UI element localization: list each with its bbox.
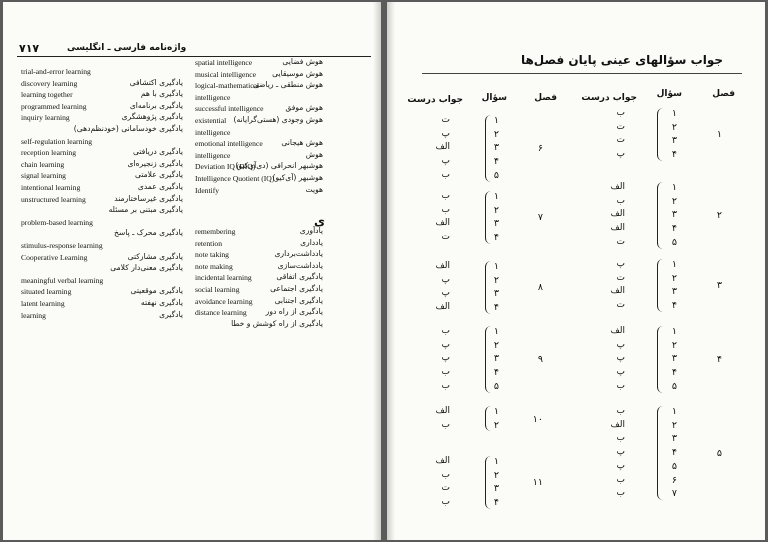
- question-number: ۳: [493, 142, 499, 154]
- question-number: ۲: [493, 339, 499, 351]
- glossary-term-en: Deviation IQ (DIQ): [195, 162, 256, 172]
- answer-letter: پ: [441, 156, 450, 167]
- glossary-term-fa: یادگیری پژوهشگری: [121, 112, 183, 122]
- question-number: ۳: [493, 218, 499, 230]
- question-number: ۱: [493, 406, 499, 417]
- question-number: ۱: [671, 406, 677, 417]
- answer-letter: پ: [616, 339, 625, 350]
- answer-letter: ب: [441, 204, 450, 215]
- question-number: ۴: [493, 302, 499, 314]
- answer-letter: الف: [610, 326, 625, 336]
- chapter-number: ۵: [716, 447, 722, 459]
- glossary-term-fa: یادگیری با هم: [140, 89, 183, 99]
- glossary-term-fa: یادداشت‌سازی: [277, 260, 323, 270]
- group-bracket: [657, 326, 663, 393]
- glossary-term-en: intentional learning: [21, 183, 81, 192]
- glossary-term-fa: یادگیری اجتماعی: [270, 284, 323, 293]
- glossary-term-fa: یادگیری معنی‌دار کلامی: [110, 263, 183, 273]
- group-bracket: [657, 406, 663, 500]
- question-number: ۴: [493, 156, 499, 168]
- chapter-number: ۱۱: [532, 477, 543, 489]
- chapter-number: ۴: [716, 354, 722, 366]
- header-chapter: فصل: [712, 89, 735, 99]
- answer-letter: الف: [610, 419, 625, 430]
- question-number: ۲: [493, 274, 499, 286]
- gutter-shadow: [387, 2, 395, 540]
- question-number: ۱: [493, 191, 499, 202]
- question-number: ۱: [493, 261, 499, 272]
- question-number: ۳: [671, 286, 677, 298]
- question-number: ۲: [671, 272, 677, 284]
- answer-letter: پ: [441, 339, 450, 350]
- glossary-term-fa: یادگیری از راه کوشش و خطا: [231, 318, 323, 328]
- glossary-term-fa: یادگیری اکتشافی: [129, 77, 183, 87]
- glossary-term-en: logical-mathematical: [195, 81, 260, 91]
- header-answer: جواب درست: [407, 95, 463, 105]
- glossary-term-fa: هوش موفق: [285, 103, 323, 113]
- glossary-term-fa: یادگیری زنجیره‌ای: [127, 158, 183, 168]
- question-number: ۲: [671, 339, 677, 351]
- question-number: ۴: [671, 149, 677, 161]
- chapter-number: ۱۰: [532, 413, 543, 425]
- group-bracket: [485, 191, 491, 244]
- question-number: ۵: [671, 380, 677, 392]
- glossary-term-fa: یادگیری نهفته: [140, 298, 183, 307]
- glossary-term-fa: یادگیری محرک ـ پاسخ: [114, 228, 183, 238]
- glossary-term-en: retention: [195, 238, 222, 248]
- question-number: ۴: [671, 447, 677, 459]
- chapter-number: ۹: [537, 354, 543, 366]
- answer-letter: ت: [616, 272, 625, 283]
- answer-letter: ب: [616, 474, 625, 485]
- glossary-term-en: signal learning: [21, 171, 66, 181]
- header-answer: جواب درست: [581, 93, 637, 103]
- glossary-term-fa: یادداشت‌برداری: [274, 249, 323, 259]
- glossary-term-fa: یادگیری دریافتی: [133, 147, 183, 157]
- answer-letter: ت: [441, 483, 450, 494]
- answer-letter: ب: [616, 108, 625, 118]
- answer-letter: ب: [616, 406, 625, 416]
- answer-letter: ت: [616, 121, 625, 132]
- glossary-term-en: learning: [21, 310, 46, 320]
- answer-letter: ب: [441, 169, 450, 180]
- answer-letter: پ: [441, 288, 450, 299]
- question-number: ۶: [671, 474, 677, 486]
- glossary-term-fa: یادگیری عمدی: [137, 182, 183, 191]
- glossary-term-en: Identify: [195, 185, 220, 195]
- glossary-term-fa: هوشبهر (آی‌کیو): [272, 173, 323, 182]
- question-number: ۲: [671, 121, 677, 133]
- question-number: ۳: [671, 353, 677, 365]
- answer-letter: پ: [441, 353, 450, 364]
- answer-letter: ب: [616, 488, 625, 499]
- answer-letter: پ: [616, 149, 625, 160]
- answer-letter: الف: [610, 286, 625, 297]
- glossary-term-fa: یادگیری خودسامانی (خودنظم‌دهی): [73, 124, 183, 133]
- glossary-term-en: stimulus-response learning: [21, 241, 103, 250]
- answer-letter: پ: [616, 259, 625, 269]
- question-number: ۱: [493, 326, 499, 337]
- answers-title: جواب سؤالهای عینی پایان فصل‌ها: [520, 53, 723, 67]
- question-number: ۲: [671, 195, 677, 207]
- answer-letter: ب: [616, 433, 625, 444]
- group-bracket: [485, 326, 491, 393]
- question-number: ۲: [671, 419, 677, 431]
- glossary-term-fa: هوش فضایی: [282, 57, 323, 66]
- glossary-term-en: note making: [195, 261, 233, 271]
- glossary-term-fa: هویت: [305, 184, 323, 194]
- question-number: ۱: [671, 259, 677, 270]
- glossary-term-fa: یادگیری اتفاقی: [276, 272, 323, 282]
- title-rule: [422, 73, 742, 74]
- group-bracket: [485, 456, 491, 509]
- answer-letter: الف: [610, 182, 625, 192]
- answer-letter: الف: [610, 209, 625, 220]
- header-question: سؤال: [656, 89, 682, 99]
- glossary-term-fa: هوش وجودی (هستی‌گرایانه): [233, 115, 323, 124]
- answer-letter: پ: [616, 447, 625, 458]
- glossary-term-en: reception learning: [21, 148, 77, 158]
- question-number: ۱: [493, 115, 499, 126]
- answer-letter: ب: [441, 367, 450, 378]
- glossary-term-en: chain learning: [21, 159, 65, 169]
- answer-letter: ب: [441, 469, 450, 480]
- answer-letter: پ: [616, 460, 625, 471]
- glossary-term-fa: هوش هیجانی: [281, 138, 323, 148]
- glossary-term-fa: یادگیری برنامه‌ای: [129, 100, 183, 110]
- answer-letter: الف: [435, 261, 450, 271]
- question-number: ۴: [671, 300, 677, 312]
- question-number: ۴: [493, 497, 499, 509]
- answer-letter: ت: [441, 232, 450, 243]
- glossary-term-en: situated learning: [21, 287, 72, 297]
- glossary-term-en: spatial intelligence: [195, 58, 253, 67]
- glossary-term-en: programmed learning: [21, 101, 87, 111]
- question-number: ۳: [493, 483, 499, 495]
- glossary-term-en: intelligence: [195, 150, 231, 160]
- glossary-term-en: Cooperative Learning: [21, 252, 88, 262]
- glossary-term-fa: هوش: [305, 149, 323, 159]
- question-number: ۱: [493, 456, 499, 467]
- question-number: ۱: [671, 326, 677, 337]
- glossary-term-en: intelligence: [195, 127, 231, 137]
- glossary-term-en: Intelligence Quotient (IQ): [195, 174, 275, 183]
- answer-letter: پ: [616, 367, 625, 378]
- glossary-term-en: self-regulation learning: [21, 136, 93, 146]
- question-number: ۷: [671, 488, 677, 500]
- answer-letter: ب: [441, 326, 450, 336]
- question-number: ۲: [493, 128, 499, 140]
- chapter-number: ۲: [716, 210, 722, 222]
- glossary-term-fa: یادداری: [300, 237, 323, 247]
- glossary-term-fa: یادگیری موقعیتی: [130, 286, 183, 296]
- answer-letter: الف: [435, 302, 450, 313]
- glossary-term-en: note taking: [195, 250, 229, 260]
- glossary-term-fa: هوش موسیقایی: [272, 68, 323, 78]
- answer-letter: ب: [441, 497, 450, 508]
- gutter-shadow: [373, 2, 381, 540]
- question-number: ۱: [671, 108, 677, 119]
- group-bracket: [657, 108, 663, 161]
- glossary-term-fa: هوشبهر انحرافی (دی‌آی‌کیو): [235, 161, 323, 171]
- glossary-term-en: problem-based learning: [21, 217, 93, 227]
- glossary-term-fa: یادآوری: [299, 226, 323, 235]
- glossary-term-en: inquiry learning: [21, 113, 70, 123]
- question-number: ۴: [493, 232, 499, 244]
- chapter-number: ۳: [716, 280, 722, 292]
- group-bracket: [657, 182, 663, 249]
- glossary-term-en: musical intelligence: [195, 69, 256, 79]
- glossary-term-en: distance learning: [195, 308, 247, 318]
- chapter-number: ۷: [537, 212, 543, 224]
- question-number: ۳: [671, 135, 677, 147]
- answer-letter: ت: [616, 135, 625, 146]
- answer-letter: ت: [616, 300, 625, 311]
- glossary-term-en: latent learning: [21, 299, 65, 308]
- glossary-term-fa: یادگیری: [159, 309, 183, 319]
- chapter-number: ۸: [537, 282, 543, 294]
- glossary-term-en: learning together: [21, 90, 73, 100]
- answer-letter: پ: [616, 353, 625, 364]
- question-number: ۳: [671, 209, 677, 221]
- question-number: ۳: [493, 288, 499, 300]
- glossary-term-en: discovery learning: [21, 78, 78, 88]
- answer-letter: الف: [435, 142, 450, 153]
- question-number: ۴: [671, 367, 677, 379]
- answer-letter: ت: [616, 236, 625, 247]
- glossary-term-en: avoidance learning: [195, 296, 253, 306]
- glossary-term-en: meaningful verbal learning: [21, 275, 104, 285]
- glossary-term-fa: یادگیری علامتی: [134, 170, 183, 180]
- answer-letter: ب: [441, 191, 450, 201]
- glossary-term-en: intelligence: [195, 92, 231, 102]
- group-bracket: [485, 261, 491, 314]
- glossary-term-fa: یادگیری مشارکتی: [127, 251, 183, 261]
- question-number: ۵: [671, 460, 677, 472]
- right-page: [387, 2, 765, 540]
- answer-letter: الف: [610, 223, 625, 234]
- running-header: واژه‌نامه فارسی ـ انگلیسی: [67, 43, 187, 53]
- group-bracket: [657, 259, 663, 312]
- question-number: ۴: [493, 367, 499, 379]
- question-number: ۵: [671, 236, 677, 248]
- chapter-number: ۱: [716, 129, 722, 141]
- glossary-term-fa: یادگیری اجتنابی: [274, 295, 323, 305]
- answer-letter: ب: [616, 195, 625, 206]
- answer-letter: الف: [435, 406, 450, 416]
- left-page: [3, 2, 381, 540]
- glossary-term-en: remembering: [195, 227, 236, 236]
- question-number: ۲: [493, 419, 499, 431]
- question-number: ۳: [671, 433, 677, 445]
- question-number: ۵: [493, 380, 499, 392]
- question-number: ۳: [493, 353, 499, 365]
- glossary-term-fa: هوش منطقی ـ ریاضی: [252, 80, 323, 90]
- question-number: ۴: [671, 223, 677, 235]
- answer-letter: الف: [435, 456, 450, 466]
- glossary-term-en: emotional intelligence: [195, 139, 263, 149]
- group-bracket: [485, 406, 491, 431]
- answer-letter: الف: [435, 218, 450, 229]
- header-chapter: فصل: [534, 93, 557, 103]
- answer-letter: پ: [441, 128, 450, 139]
- answer-letter: ت: [441, 115, 450, 125]
- section-letter: ی: [314, 214, 325, 228]
- answer-letter: پ: [441, 274, 450, 285]
- glossary-term-en: trial-and-error learning: [21, 67, 91, 76]
- group-bracket: [485, 115, 491, 182]
- question-number: ۲: [493, 204, 499, 216]
- page-number: ۷۱۷: [19, 42, 40, 55]
- header-question: سؤال: [481, 93, 507, 103]
- answer-letter: ب: [441, 380, 450, 391]
- question-number: ۵: [493, 169, 499, 181]
- question-number: ۲: [493, 469, 499, 481]
- answer-letter: ب: [441, 419, 450, 430]
- glossary-term-en: social learning: [195, 285, 240, 294]
- glossary-term-fa: یادگیری مبتنی بر مسئله: [108, 205, 183, 215]
- answer-letter: ب: [616, 380, 625, 391]
- glossary-term-en: incidental learning: [195, 273, 252, 283]
- glossary-term-en: successful intelligence: [195, 104, 264, 114]
- glossary-term-fa: یادگیری از راه دور: [265, 307, 323, 317]
- glossary-term-en: unstructured learning: [21, 194, 86, 204]
- question-number: ۱: [671, 182, 677, 193]
- glossary-term-fa: یادگیری غیرساختارمند: [114, 193, 183, 203]
- chapter-number: ۶: [537, 143, 543, 155]
- glossary-term-en: existential: [195, 116, 227, 125]
